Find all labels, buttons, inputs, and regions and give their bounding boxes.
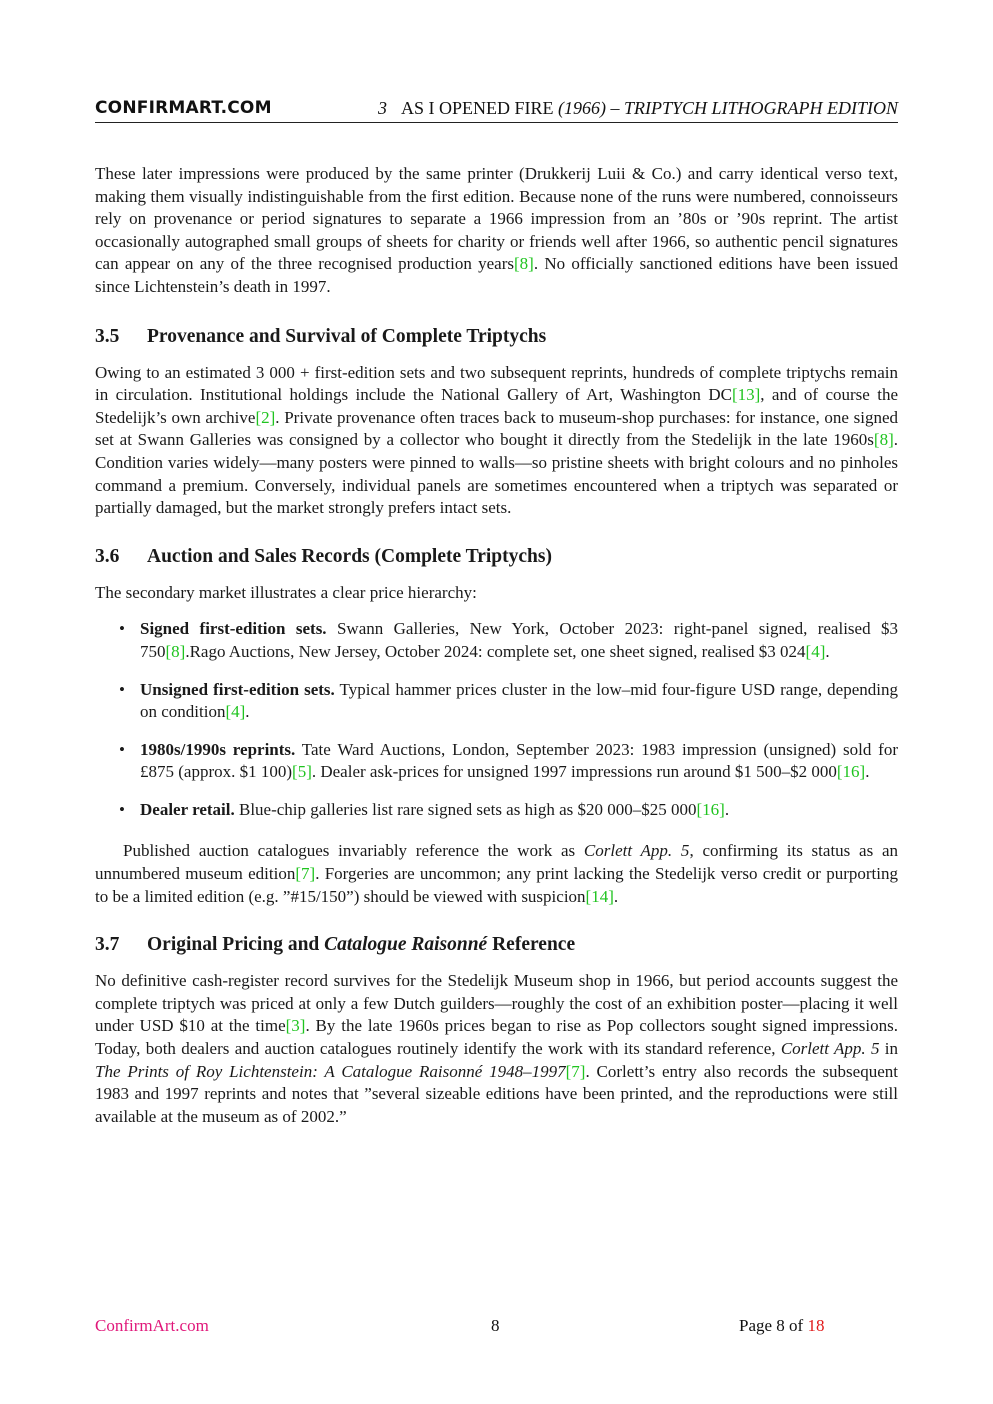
chapter-separator: – — [610, 98, 620, 118]
list-item: • Unsigned first-edition sets. Typical hammer prices cluster in the low–mid four-figure USD range, depending on condition[4]. — [95, 679, 898, 724]
item-label: 1980s/1990s reprints. — [140, 739, 296, 759]
total-pages-link[interactable]: 18 — [807, 1316, 825, 1335]
footer-site-link[interactable]: ConfirmArt.com — [95, 1316, 209, 1335]
citation-link[interactable]: [13] — [731, 385, 761, 405]
citation-link[interactable]: [2] — [255, 407, 276, 427]
chapter-year: (1966) — [557, 98, 606, 118]
chapter-title: AS I OPENED FIRE — [400, 98, 554, 118]
citation-link[interactable]: [7] — [565, 1061, 586, 1081]
citation-link[interactable]: [8] — [165, 641, 186, 661]
provenance-paragraph: Owing to an estimated 3 000 + first-edition sets and two subsequent reprints, hundreds of complete triptychs remain in circulation. Institutional holdings include the National Gallery of Art, Washington DC[13], and of course the Stedelijk’s own archive[2]. Private provenance often traces back to museum-shop purchases: for instance, one signed set at Swann Galleries was consigned by a collector who bought it directly from the Stedelijk in the late 1960s[8]. Condition varies widely—many posters were pinned to walls—so pristine sheets with bright colours and no pinholes command a premium. Conversely, individual panels are sometimes encountered when a triptych was separated or partially damaged, but the market strongly prefers intact sets. — [95, 362, 898, 518]
running-header — [378, 98, 898, 119]
citation-link[interactable]: [14] — [585, 886, 614, 906]
item-label: Dealer retail. — [140, 799, 235, 819]
citation-link[interactable]: [4] — [225, 702, 246, 722]
section-number: 3.7 — [95, 934, 120, 956]
citation-link[interactable]: [3] — [285, 1016, 306, 1036]
citation-link[interactable]: [5] — [292, 762, 312, 782]
footer-page-number: 8 — [491, 1316, 500, 1335]
auction-intro: The secondary market illustrates a clear price hierarchy: — [95, 582, 477, 602]
pricing-paragraph: No definitive cash-register record survives for the Stedelijk Museum shop in 1966, but period accounts suggest the complete triptych was priced at only a few Dutch guilders—roughly the cost of an exhibition poster—placing it well under USD $10 at the time[3]. By the late 1960s prices began to rise as Pop collectors sought signed impressions. Today, both dealers and auction catalogues routinely identify the work with its standard reference, Corlett App. 5 in The Prints of Roy Lichtenstein: A Catalogue Raisonné 1948–1997[7]. Corlett’s entry also records the subsequent 1983 and 1997 reprints and notes that ”several sizeable editions have been printed, and the reproductions were still available at the museum as of 2002.” — [95, 971, 898, 1126]
section-heading-3-6 — [95, 544, 898, 570]
site-logo[interactable]: CONFIRMART.COM — [95, 98, 272, 118]
section-heading-3-5 — [95, 324, 898, 350]
citation-link[interactable]: [4] — [805, 641, 826, 661]
auction-records-list — [95, 618, 898, 821]
page-header — [95, 96, 898, 123]
catalogue-paragraph: Published auction catalogues invariably reference the work as Corlett App. 5, confirming its status as an unnumbered museum edition[7]. Forgeries are uncommon; any print lacking the Stedelijk verso credit or purporting to be a limited edition (e.g. ”#15/150”) should be viewed with suspicion[14]. — [95, 841, 899, 906]
page-footer — [95, 1316, 898, 1340]
citation-link[interactable]: [8] — [513, 254, 534, 274]
citation-link[interactable]: [16] — [696, 799, 725, 819]
section-number: 3.6 — [95, 545, 120, 567]
item-label: Unsigned first-edition sets. — [140, 679, 335, 699]
section-title: Original Pricing and Catalogue Raisonné Reference — [147, 934, 576, 956]
list-item: • 1980s/1990s reprints. Tate Ward Auctions, London, September 2023: 1983 impression (unsigned) sold for £875 (approx. $1 100)[5]. Dealer ask-prices for unsigned 1997 impressions run around $1 500–$2 000[16]. — [95, 739, 898, 784]
section-title: Auction and Sales Records (Complete Triptychs) — [147, 545, 552, 567]
section-number: 3.5 — [95, 325, 120, 347]
citation-link[interactable]: [7] — [295, 864, 316, 884]
citation-link[interactable]: [8] — [873, 430, 894, 450]
chapter-number: 3 — [377, 98, 387, 118]
section-title: Provenance and Survival of Complete Triptychs — [147, 325, 547, 347]
page-body — [95, 163, 898, 1128]
footer-page-of: Page 8 of 18 — [739, 1316, 825, 1335]
list-item: • Dealer retail. Blue-chip galleries list rare signed sets as high as $20 000–$25 000[16]. — [95, 799, 898, 822]
list-item: • Signed first-edition sets. Swann Galleries, New York, October 2023: right-panel signed, realised $3 750[8].Rago Auctions, New Jersey, October 2024: complete set, one sheet signed, realised $3 024[4]. — [95, 618, 898, 663]
citation-link[interactable]: [16] — [836, 762, 866, 782]
chapter-subtitle: TRIPTYCH LITHOGRAPH EDITION — [623, 98, 898, 118]
section-heading-3-7 — [95, 932, 898, 958]
item-label: Signed first-edition sets. — [140, 619, 327, 639]
intro-paragraph: These later impressions were produced by the same printer (Drukkerij Luii & Co.) and carry identical verso text, making them visually indistinguishable from the first edition. Because none of the runs were numbered, connoisseurs rely on provenance or period signatures to separate a 1966 impression from an ’80s or ’90s reprint. The artist occasionally autographed small groups of sheets for charity or friends well after 1966, so authentic pencil signatures can appear on any of the three recognised production years[8]. No officially sanctioned editions have been issued since Lichtenstein’s death in 1997. — [95, 164, 898, 296]
